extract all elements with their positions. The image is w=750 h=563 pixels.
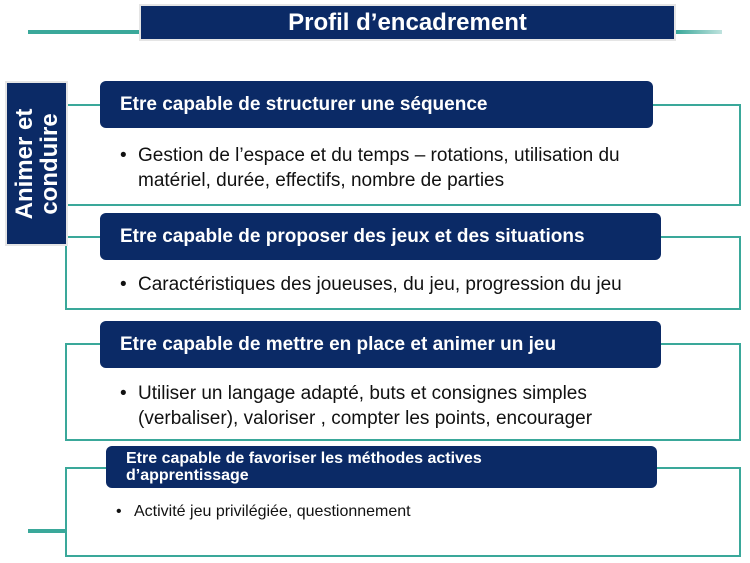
bottom-left-line <box>28 529 68 533</box>
section-2-heading <box>100 213 661 260</box>
section-3-heading-text: Etre capable de mettre en place et animer un jeu <box>120 333 557 355</box>
section-2-bullet-text: Caractéristiques des joueuses, du jeu, progression du jeu <box>138 274 622 295</box>
section-1-bullet-text: Gestion de l’espace et du temps – rotations, utilisation du matériel, durée, effectifs, nombre de parties <box>138 145 620 191</box>
side-label-box <box>5 81 68 246</box>
bullet-dot: • <box>120 145 127 166</box>
section-3-bullet-text: Utiliser un langage adapté, buts et consignes simples (verbaliser), valoriser , compter les points, encourager <box>138 383 593 429</box>
title-right-line <box>676 30 722 34</box>
section-2-bullet <box>120 272 720 297</box>
section-3-bullet <box>120 381 680 431</box>
bullet-dot: • <box>120 383 127 404</box>
section-3-heading <box>100 321 661 368</box>
section-1-bullet <box>120 143 680 193</box>
side-label-line-2: conduire <box>35 112 63 215</box>
section-2-heading-text: Etre capable de proposer des jeux et des situations <box>120 225 585 247</box>
side-label-line-1: Animer et <box>10 108 38 219</box>
page-title <box>139 4 676 41</box>
bullet-dot: • <box>116 503 122 520</box>
side-label <box>12 108 62 219</box>
bullet-dot: • <box>120 274 127 295</box>
section-4-bullet <box>116 499 676 524</box>
page-title-text: Profil d’encadrement <box>288 8 527 36</box>
section-4-heading <box>106 446 657 488</box>
section-1-heading-text: Etre capable de structurer une séquence <box>120 93 488 115</box>
section-4-bullet-text: Activité jeu privilégiée, questionnement <box>134 503 411 520</box>
section-1-heading <box>100 81 653 128</box>
title-left-line <box>28 30 140 34</box>
section-4-heading-text: Etre capable de favoriser les méthodes actives d’apprentissage <box>126 450 482 484</box>
